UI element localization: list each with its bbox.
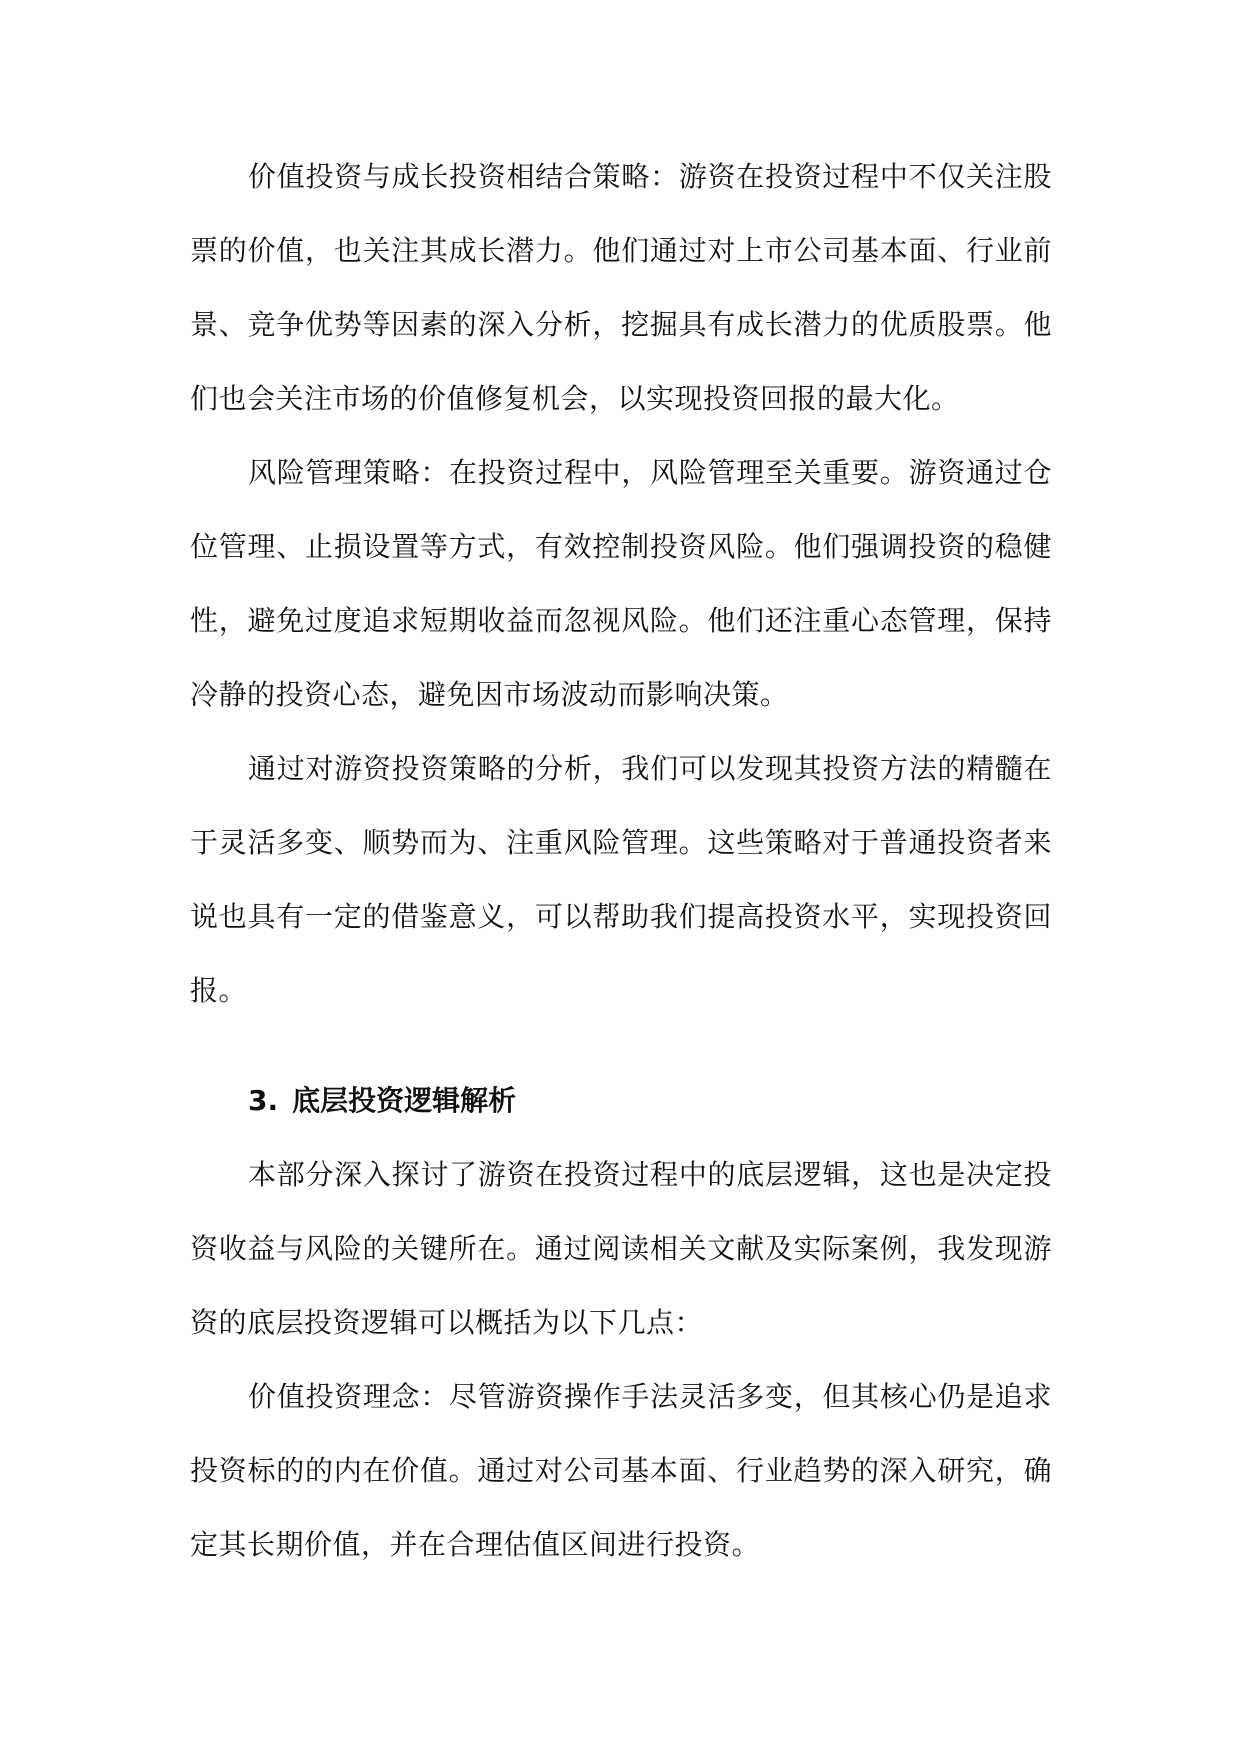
document-body (190, 140, 1052, 1582)
paragraph-value-growth-strategy: 价值投资与成长投资相结合策略：游资在投资过程中不仅关注股票的价值，也关注其成长潜力。他们通过对上市公司基本面、行业前景、竞争优势等因素的深入分析，挖掘具有成长潜力的优质股票。他们也会关注市场的价值修复机会，以实现投资回报的最大化。 (190, 160, 1052, 415)
paragraph-underlying-logic-intro: 本部分深入探讨了游资在投资过程中的底层逻辑，这也是决定投资收益与风险的关键所在。通过阅读相关文献及实际案例，我发现游资的底层投资逻辑可以概括为以下几点： (190, 1158, 1052, 1339)
section-heading (190, 1064, 1052, 1138)
paragraph-value-investing-concept: 价值投资理念：尽管游资操作手法灵活多变，但其核心仍是追求投资标的的内在价值。通过对公司基本面、行业趋势的深入研究，确定其长期价值，并在合理估值区间进行投资。 (190, 1380, 1052, 1561)
paragraph-strategy-summary: 通过对游资投资策略的分析，我们可以发现其投资方法的精髓在于灵活多变、顺势而为、注重风险管理。这些策略对于普通投资者来说也具有一定的借鉴意义，可以帮助我们提高投资水平，实现投资回报。 (190, 752, 1052, 1007)
paragraph-risk-management-strategy: 风险管理策略：在投资过程中，风险管理至关重要。游资通过仓位管理、止损设置等方式，有效控制投资风险。他们强调投资的稳健性，避免过度追求短期收益而忽视风险。他们还注重心态管理，保持冷静的投资心态，避免因市场波动而影响决策。 (190, 456, 1052, 711)
section-title: 底层投资逻辑解析 (292, 1084, 517, 1117)
section-number: 3. (248, 1084, 279, 1117)
